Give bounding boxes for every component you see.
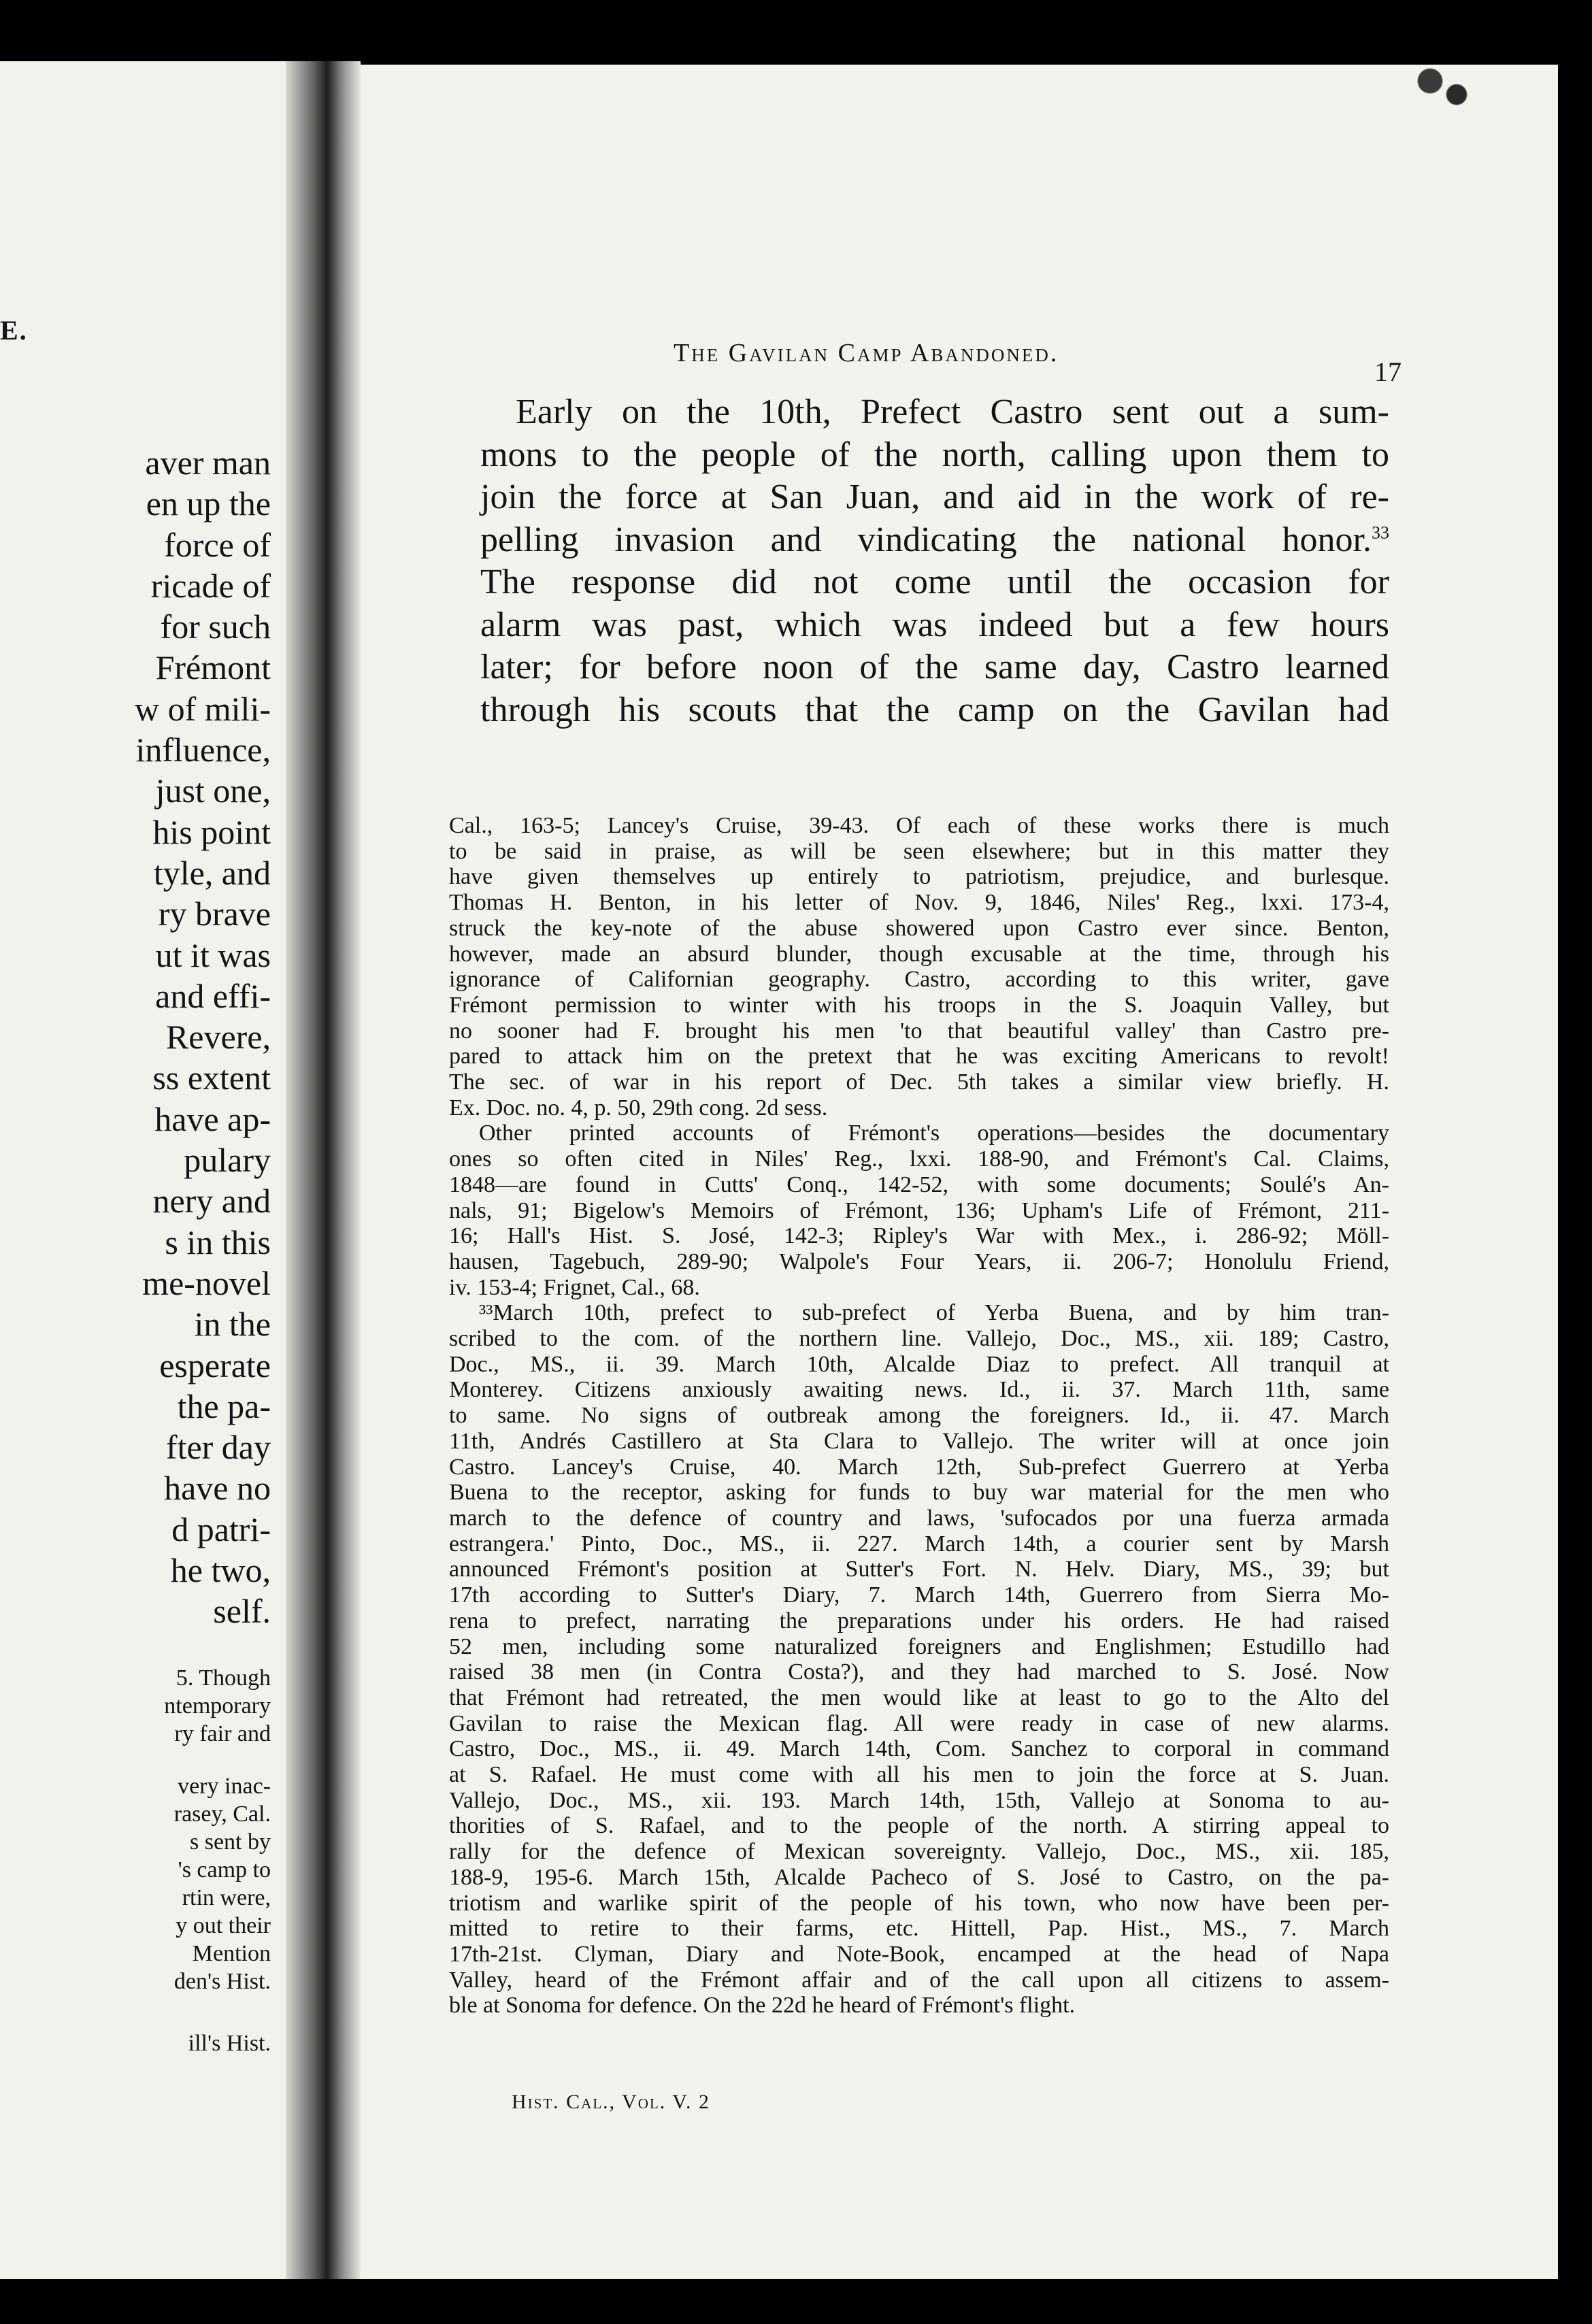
text-line: the pa- [177, 1387, 271, 1425]
footnote-line: very inac- [178, 1774, 271, 1799]
text-line: tyle, and [153, 853, 271, 892]
footnote-line: to same. No signs of outbreak among the foreigners. Id., ii. 47. March [449, 1403, 1389, 1429]
footnote-line: estrangera.' Pinto, Doc., MS., ii. 227. March 14th, a courier sent by Marsh [449, 1531, 1389, 1557]
footnote-line: 52 men, including some naturalized foreigners and Englishmen; Estudillo had [449, 1633, 1389, 1659]
footnote-line: Thomas H. Benton, in his letter of Nov. 9, 1846, Niles' Reg., lxxi. 173-4, [449, 890, 1389, 916]
footnote-line: ignorance of Californian geography. Castro, according to this writer, gave [449, 967, 1389, 993]
footnote-line: iv. 153-4; Frignet, Cal., 68. [449, 1274, 700, 1300]
footnote-line: ntemporary [164, 1693, 271, 1719]
footnote-line: Monterey. Citizens anxiously awaiting news. Id., ii. 37. March 11th, same [449, 1377, 1389, 1403]
text-line: fter day [165, 1428, 271, 1467]
text-line: join the force at San Juan, and aid in the work of re- [480, 478, 1389, 516]
text-line: his point [152, 812, 271, 851]
footnote-line: 188-9, 195-6. March 15th, Alcalde Pacheco of S. José to Castro, on the pa- [449, 1864, 1389, 1890]
left-footnotes [0, 1664, 271, 2057]
footnote-line: Doc., MS., ii. 39. March 10th, Alcalde Diaz to prefect. All tranquil at [449, 1351, 1389, 1377]
footnote-line: Castro, Doc., MS., ii. 49. March 14th, Com. Sanchez to corporal in command [449, 1736, 1389, 1762]
footnote-line: 11th, Andrés Castillero at Sta Clara to Vallejo. The writer will at once join [449, 1428, 1389, 1454]
footnote-line: s sent by [190, 1829, 271, 1855]
footnote-line: rally for the defence of Mexican sovereignty. Vallejo, Doc., MS., xii. 185, [449, 1839, 1389, 1865]
footnote-line: however, made an absurd blunder, though excusable at the time, through his [449, 941, 1389, 967]
book-gutter [286, 61, 361, 2279]
text-line: ss extent [152, 1059, 271, 1097]
text-line: w of mili- [135, 689, 271, 728]
footnote-line: that Frémont had retreated, the men would like at least to go to the Alto del [449, 1684, 1389, 1710]
signature-mark: Hist. Cal., Vol. V. 2 [512, 2091, 711, 2113]
footnote-line: Buena to the receptor, asking for funds to buy war material for the men who [449, 1480, 1389, 1506]
footnote-line: mitted to retire to their farms, etc. Hittell, Pap. Hist., MS., 7. March [449, 1916, 1389, 1942]
text-line: s in this [165, 1223, 271, 1261]
footnote-line: 's camp to [178, 1857, 271, 1882]
text-line: me-novel [142, 1263, 271, 1302]
text-line: in the [194, 1305, 271, 1344]
left-body-text [0, 442, 271, 1632]
text-line: alarm was past, which was indeed but a few hours [480, 605, 1389, 644]
page-number: 17 [1374, 356, 1402, 387]
text-line: through his scouts that the camp on the Gavilan had [480, 690, 1389, 729]
footnote-line: Valley, heard of the Frémont affair and of the call upon all citizens to assem- [449, 1967, 1389, 1993]
text-line: later; for before noon of the same day, Castro learned [480, 648, 1389, 686]
text-line: The response did not come until the occasion for [480, 563, 1389, 601]
footnote-line: 1848—are found in Cutts' Conq., 142-52, with some documents; Soulé's An- [449, 1172, 1389, 1197]
footnote-line: 5. Though [176, 1665, 271, 1691]
footnote-reference: 33 [1372, 522, 1389, 543]
footnote-line: to be said in praise, as will be seen elsewhere; but in this matter they [449, 838, 1389, 864]
footnote-line: Frémont permission to winter with his troops in the S. Joaquin Valley, but [449, 992, 1389, 1018]
footnote-line: ry fair and [174, 1721, 271, 1746]
text-line: influence, [135, 731, 271, 769]
footnote-line: Mention [192, 1941, 271, 1966]
footnote-line: Cal., 163-5; Lancey's Cruise, 39-43. Of each of these works there is much [449, 813, 1389, 838]
text-line: en up the [146, 484, 271, 523]
text-line: ry brave [158, 895, 271, 933]
footnote-line: nals, 91; Bigelow's Memoirs of Frémont, 136; Upham's Life of Frémont, 211- [449, 1197, 1389, 1223]
footnote-line: ble at Sonoma for defence. On the 22d he heard of Frémont's flight. [449, 1993, 1076, 2019]
text-line: ricade of [150, 566, 271, 605]
left-page [0, 61, 286, 2279]
footnote-line: rtin were, [182, 1885, 271, 1910]
footnote-line: y out their [176, 1913, 271, 1938]
footnote-line: scribed to the com. of the northern line. Vallejo, Doc., MS., xii. 189; Castro, [449, 1326, 1389, 1352]
text-line: for such [160, 608, 271, 646]
library-stamp-mark [1395, 65, 1483, 119]
body-text [480, 391, 1389, 731]
footnote-line: ill's Hist. [188, 2031, 271, 2056]
footnote-line: 17th-21st. Clyman, Diary and Note-Book, encamped at the head of Napa [449, 1941, 1389, 1967]
footnote-line: at S. Rafael. He must come with all his men to join the force at S. Juan. [449, 1762, 1389, 1788]
footnote-line: Vallejo, Doc., MS., xii. 193. March 14th, 15th, Vallejo at Sonoma to au- [449, 1787, 1389, 1813]
text-line: ut it was [155, 935, 271, 974]
text-line: force of [164, 525, 271, 564]
text-line: d patri- [171, 1510, 271, 1548]
footnote-line: Castro. Lancey's Cruise, 40. March 12th, Sub-prefect Guerrero at Yerba [449, 1454, 1389, 1480]
running-head: The Gavilan Camp Abandoned. [674, 339, 1059, 367]
text-line: just one, [155, 771, 271, 810]
footnote-line: The sec. of war in his report of Dec. 5th takes a similar view briefly. H. [449, 1069, 1389, 1095]
footnote-line: raised 38 men (in Contra Costa?), and they had marched to S. José. Now [449, 1659, 1389, 1685]
right-page [361, 65, 1558, 2279]
footnote-line: 16; Hall's Hist. S. José, 142-3; Ripley's War with Mex., i. 286-92; Möll- [449, 1223, 1389, 1249]
footnote-line: rasey, Cal. [173, 1802, 271, 1827]
footnote-line: announced Frémont's position at Sutter's Fort. N. Helv. Diary, MS., 39; but [449, 1557, 1389, 1582]
text-line: have ap- [154, 1099, 271, 1138]
footnote-line: ³³March 10th, prefect to sub-prefect of Yerba Buena, and by him tran- [479, 1300, 1389, 1326]
text-line: mons to the people of the north, calling upon them to [480, 435, 1389, 474]
footnote-line: march to the defence of country and laws, 'sufocados por una fuerza armada [449, 1505, 1389, 1531]
text-line: have no [164, 1469, 271, 1508]
text-line: nery and [152, 1182, 271, 1221]
text-line: esperate [159, 1346, 271, 1384]
footnote-line: have given themselves up entirely to patriotism, prejudice, and burlesque. [449, 864, 1389, 890]
footnote-line: Other printed accounts of Frémont's operations—besides the documentary [479, 1120, 1389, 1146]
footnote-line: Gavilan to raise the Mexican flag. All were ready in case of new alarms. [449, 1710, 1389, 1736]
footnote-line: rena to prefect, narrating the preparations under his orders. He had raised [449, 1608, 1389, 1633]
text-line: pulary [184, 1141, 271, 1180]
left-running-head: E. [0, 315, 28, 346]
footnote-line: pared to attack him on the pretext that he was exciting Americans to revolt! [449, 1044, 1389, 1069]
footnote-line: no sooner had F. brought his men 'to that beautiful valley' than Castro pre- [449, 1018, 1389, 1044]
text-line: pelling invasion and vindicating the national honor.$^{33}$ [480, 520, 1389, 559]
footnotes [449, 813, 1389, 2019]
footnote-line: 17th according to Sutter's Diary, 7. March 14th, Guerrero from Sierra Mo- [449, 1582, 1389, 1608]
text-line: and effi- [155, 976, 271, 1015]
footnote-line: thorities of S. Rafael, and to the people of the north. A stirring appeal to [449, 1813, 1389, 1839]
footnote-line: Ex. Doc. no. 4, p. 50, 29th cong. 2d sess. [449, 1095, 828, 1120]
text-line: aver man [145, 444, 271, 482]
footnote-line: hausen, Tagebuch, 289-90; Walpole's Four Years, ii. 206-7; Honolulu Friend, [449, 1248, 1389, 1274]
text-line: Revere, [165, 1018, 271, 1057]
text-line: Early on the 10th, Prefect Castro sent out a sum- [516, 393, 1389, 431]
footnote-line: ones so often cited in Niles' Reg., lxxi. 188-90, and Frémont's Cal. Claims, [449, 1146, 1389, 1172]
footnote-line: triotism and warlike spirit of the people of his town, who now have been per- [449, 1890, 1389, 1916]
footnote-line: den's Hist. [173, 1969, 271, 1994]
text-line: he two, [170, 1551, 271, 1590]
text-line: self. [213, 1592, 271, 1631]
footnote-line: struck the key-note of the abuse showered upon Castro ever since. Benton, [449, 915, 1389, 941]
text-line: Frémont [155, 648, 271, 687]
